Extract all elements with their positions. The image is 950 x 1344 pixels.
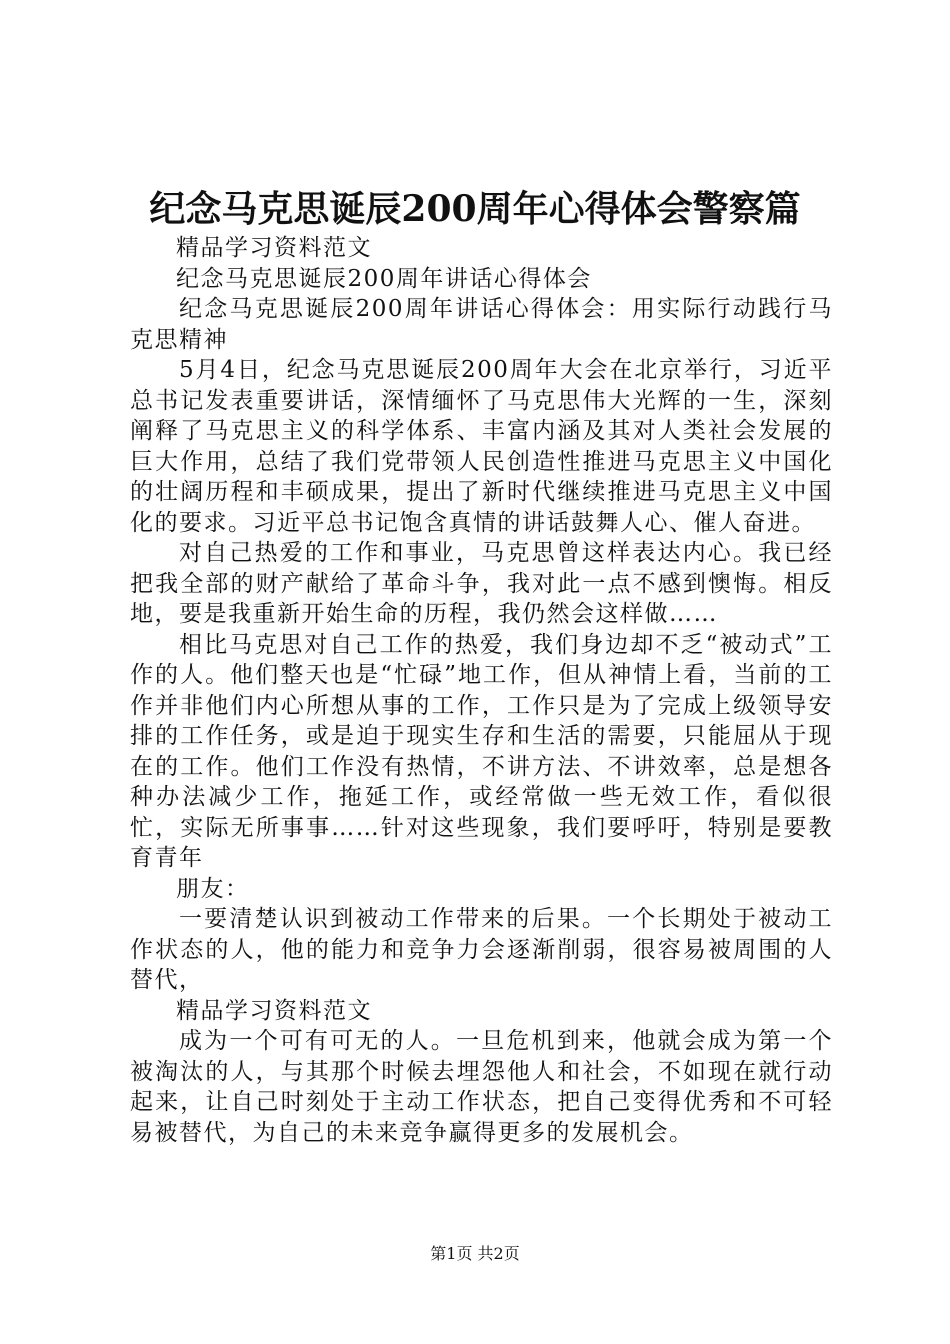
paragraph-body: 朋友： [176,875,250,902]
document-title: 纪念马克思诞辰200周年心得体会警察篇 [149,188,801,230]
paragraph-body: 相比马克思对自己工作的热爱，我们身边却不乏“被动式”工作的人。他们整天也是“忙碌”地工作，但从神情上看，当前的工作并非他们内心所想从事的工作，工作只是为了完成上级领导安排的工作任务，或是迫于现实生存和生活的需要，只能屈从于现在的工作。他们工作没有热情，不讲方法、不讲效率，总是想各种办法减少工作，拖延工作，或经常做一些无效工作，看似很忙，实际无所事事……针对这些现象，我们要呼吁，特别是要教育青年 [130,631,833,871]
paragraph-body: 对自己热爱的工作和事业，马克思曾这样表达内心。我已经把我全部的财产献给了革命斗争，我对此一点不感到懊悔。相反地，要是我重新开始生命的历程，我仍然会这样做…… [130,540,833,627]
paragraph-header-note: 精品学习资料范文 [176,235,372,261]
document-body [130,233,833,1148]
paragraph-header-note: 精品学习资料范文 [176,997,372,1024]
paragraph-subtitle: 纪念马克思诞辰200周年讲话心得体会 [176,265,592,292]
page-footer: 第1页 共2页 [430,1244,520,1263]
paragraph-heading: 纪念马克思诞辰200周年讲话心得体会：用实际行动践行马克思精神 [130,296,833,353]
paragraph-body: 一要清楚认识到被动工作带来的后果。一个长期处于被动工作状态的人，他的能力和竞争力会逐渐削弱，很容易被周围的人替代， [130,906,833,993]
paragraph-body: 成为一个可有可无的人。一旦危机到来，他就会成为第一个被淘汰的人，与其那个时候去埋怨他人和社会，不如现在就行动起来，让自己时刻处于主动工作状态，把自己变得优秀和不可轻易被替代，为自己的未来竞争赢得更多的发展机会。 [130,1028,833,1146]
paragraph-body: 5月4日，纪念马克思诞辰200周年大会在北京举行，习近平总书记发表重要讲话，深情缅怀了马克思伟大光辉的一生，深刻阐释了马克思主义的科学体系、丰富内涵及其对人类社会发展的巨大作用，总结了我们党带领人民创造性推进马克思主义中国化的壮阔历程和丰硕成果，提出了新时代继续推进马克思主义中国化的要求。习近平总书记饱含真情的讲话鼓舞人心、催人奋进。 [130,357,833,536]
